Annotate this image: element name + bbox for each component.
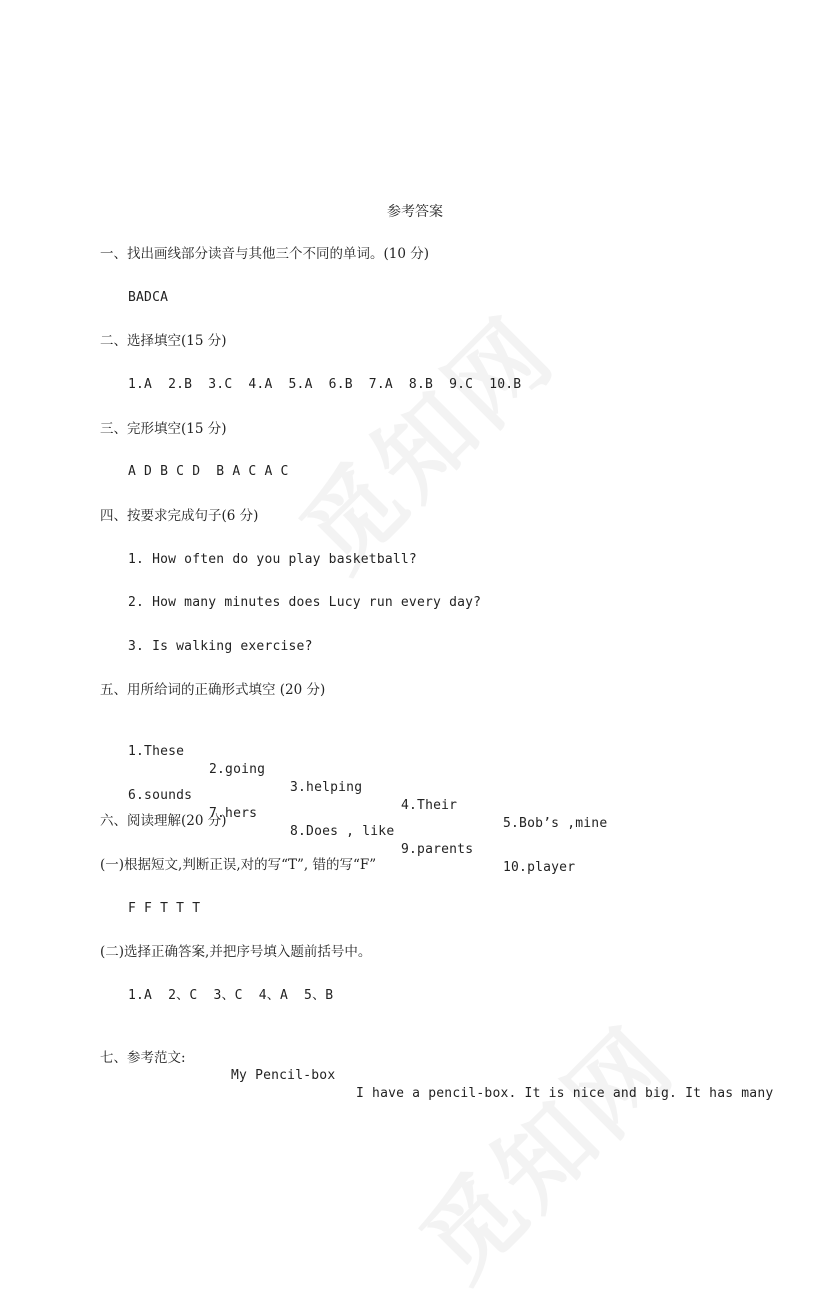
answer-cell: 3.helping [290,780,363,795]
answer-cell: 8.Does , like [290,824,395,839]
watermark [266,282,579,595]
answer-cell: 4.Their [401,798,458,813]
section-6-heading: 六、阅读理解(20 分) [100,813,227,829]
section-3-answer: A D B C D B A C A C [128,464,289,479]
section-2-heading: 二、选择填空(15 分) [100,333,227,349]
answer-cell: 9.parents [401,842,474,857]
page-title: 参考答案 [387,204,443,220]
section-4-answer-3: 3. Is walking exercise? [128,639,313,654]
section-4-answer-2: 2. How many minutes does Lucy run every day? [128,595,482,610]
answer-cell: 7.hers [209,806,258,821]
answer-cell: 6.sounds [128,788,193,803]
section-2-answer: 1.A 2.B 3.C 4.A 5.A 6.B 7.A 8.B 9.C 10.B [128,377,522,392]
section-6-part-1-answer: F F T T T [128,901,201,916]
section-1-answer: BADCA [128,290,169,305]
answer-cell: 10.player [503,860,576,875]
section-3-heading: 三、完形填空(15 分) [100,421,227,437]
essay-title: My Pencil-box [231,1068,336,1083]
section-7-label: 七、参考范文: [100,1050,186,1066]
section-4-heading: 四、按要求完成句子(6 分) [100,508,259,524]
essay-text: I have a pencil-box. It is nice and big. It has many [356,1086,774,1101]
section-5-heading: 五、用所给词的正确形式填空 (20 分) [100,682,326,698]
section-6-part-2-answer: 1.A 2、C 3、C 4、A 5、B [128,988,334,1003]
section-7-line [0,1031,830,1101]
section-6-part-1-heading: (一)根据短文,判断正误,对的写“T”, 错的写“F” [100,857,377,873]
answer-cell: 5.Bob’s ,mine [503,816,608,831]
answer-cell: 2.going [209,762,266,777]
section-6-part-2-heading: (二)选择正确答案,并把序号填入题前括号中。 [100,944,372,960]
section-1-heading: 一、找出画线部分读音与其他三个不同的单词。(10 分) [100,246,430,262]
answer-cell: 1.These [128,744,185,759]
section-4-answer-1: 1. How often do you play basketball? [128,552,417,567]
